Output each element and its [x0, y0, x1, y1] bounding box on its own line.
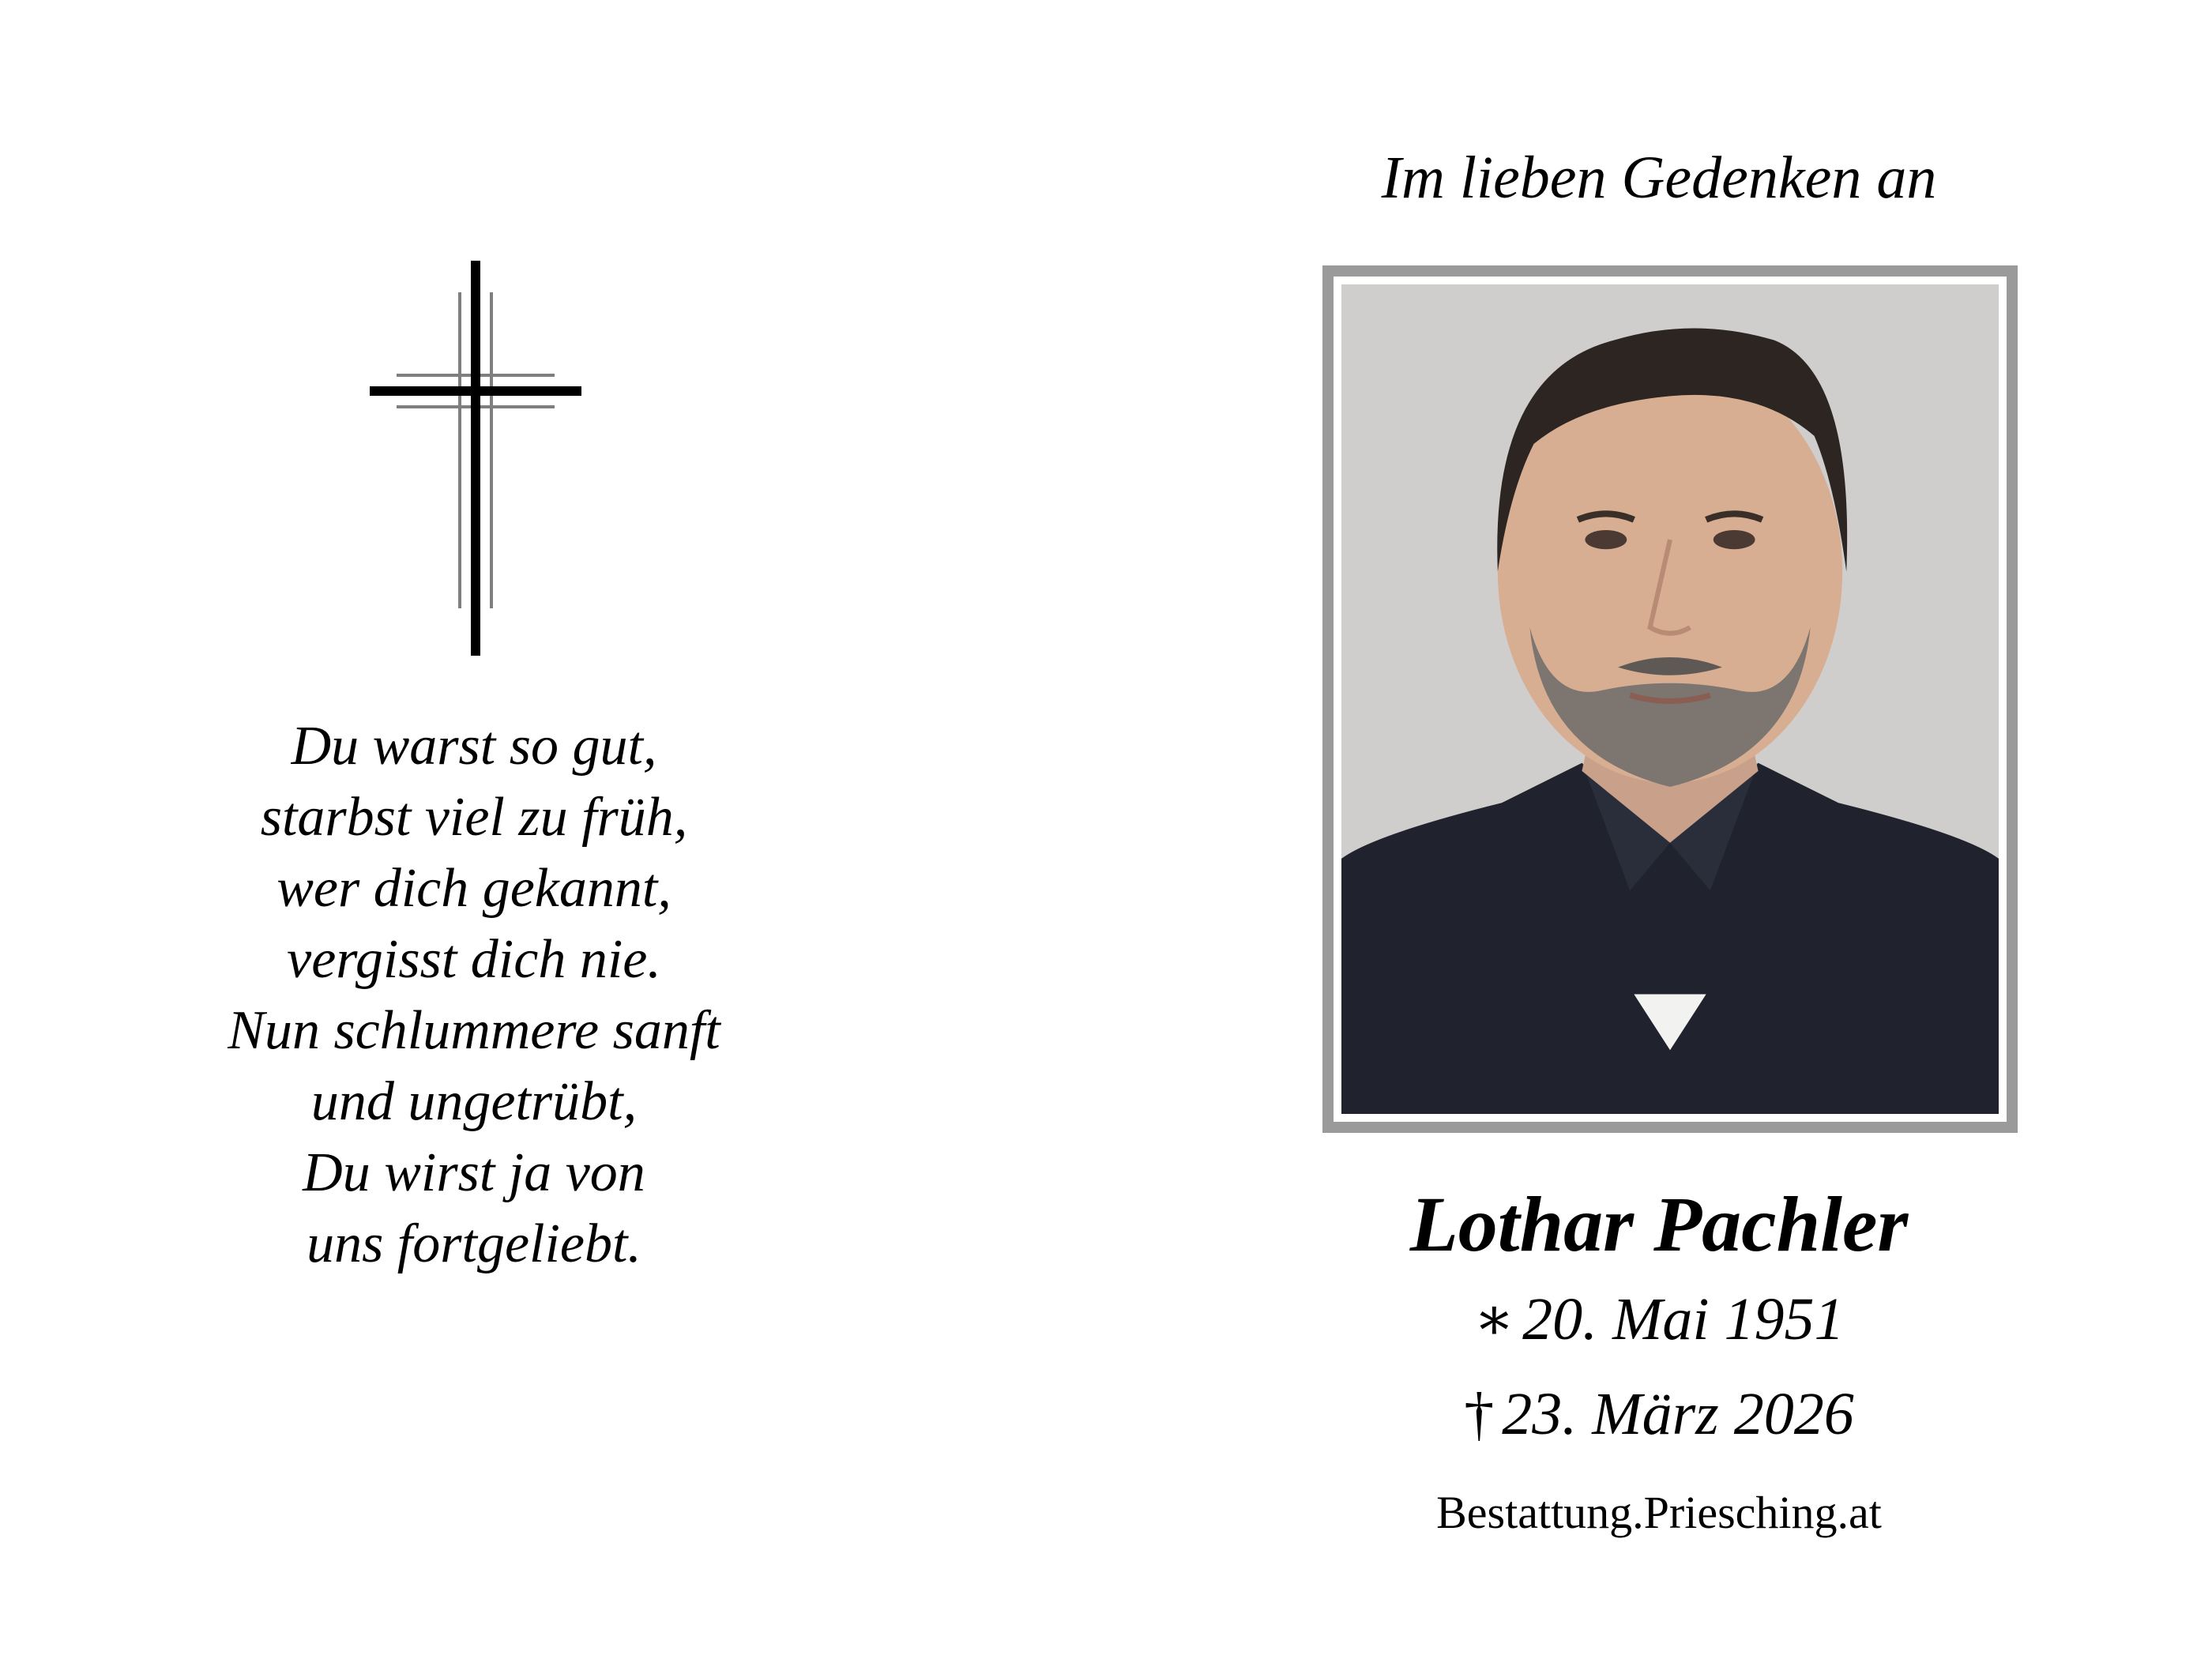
- poem-line: vergisst dich nie.: [287, 929, 661, 990]
- death-date-line: [1240, 1375, 2078, 1454]
- birth-date: 20. Mai 1951: [1522, 1286, 1845, 1352]
- memorial-poem: [126, 711, 822, 1280]
- memorial-portrait-photo: [1341, 284, 1999, 1114]
- portrait-mat: [1334, 276, 2007, 1122]
- death-date: 23. März 2026: [1502, 1381, 1854, 1447]
- poem-line: wer dich gekannt,: [276, 858, 672, 919]
- memorial-heading: Im lieben Gedenken an: [1381, 145, 1937, 211]
- poem-line: uns fortgeliebt.: [307, 1213, 641, 1274]
- poem-line: und ungetrübt,: [310, 1071, 638, 1132]
- portrait-frame: [1322, 265, 2018, 1133]
- poem-line: Du wirst ja von: [303, 1142, 645, 1203]
- funeral-home-footer: Bestattung.Priesching.at: [1436, 1487, 1882, 1538]
- dagger-icon: †: [1464, 1381, 1495, 1447]
- poem-line: Du warst so gut,: [291, 716, 657, 777]
- double-line-cross-icon: [365, 261, 586, 656]
- deceased-name: Lothar Pachler: [1409, 1180, 1909, 1268]
- poem-line: starbst viel zu früh,: [260, 787, 688, 848]
- asterisk-icon: ∗: [1473, 1286, 1515, 1352]
- poem-line: Nun schlummere sanft: [228, 1000, 720, 1061]
- portrait-illustration: [1341, 284, 1999, 1114]
- birth-date-line: [1240, 1280, 2078, 1359]
